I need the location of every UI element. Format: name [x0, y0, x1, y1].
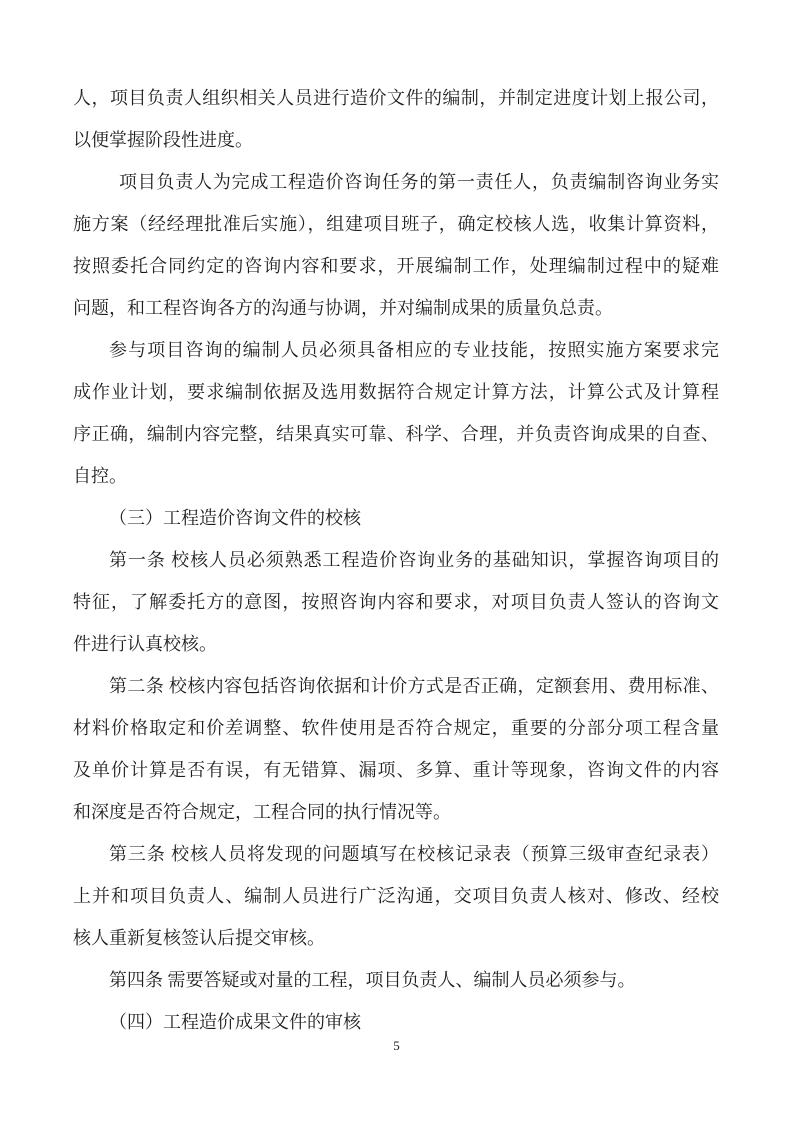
- text-line: 材料价格取定和价差调整、软件使用是否符合规定，重要的分部分项工程含量: [73, 718, 719, 738]
- text-line: 序正确，编制内容完整，结果真实可靠、科学、合理，并负责咨询成果的自查、: [73, 424, 719, 444]
- text-line: 第四条 需要答疑或对量的工程，项目负责人、编制人员必须参与。: [109, 970, 636, 990]
- text-line: 按照委托合同约定的咨询内容和要求，开展编制工作，处理编制过程中的疑难: [73, 256, 719, 276]
- text-line: 项目负责人为完成工程造价咨询任务的第一责任人，负责编制咨询业务实: [119, 172, 719, 192]
- text-line: （三）工程造价咨询文件的校核: [109, 508, 361, 528]
- text-line: 核人重新复核签认后提交审核。: [73, 928, 325, 948]
- text-line: 第三条 校核人员将发现的问题填写在校核记录表（预算三级审查纪录表）: [109, 844, 719, 864]
- text-line: 自控。: [73, 466, 127, 486]
- text-line: 及单价计算是否有误，有无错算、漏项、多算、重计等现象，咨询文件的内容: [73, 760, 719, 780]
- text-line: 以便掌握阶段性进度。: [73, 130, 253, 150]
- text-line: 第二条 校核内容包括咨询依据和计价方式是否正确，定额套用、费用标准、: [109, 676, 719, 696]
- text-line: 件进行认真校核。: [73, 634, 217, 654]
- text-line: 施方案（经经理批准后实施），组建项目班子，确定校核人选，收集计算资料，: [73, 214, 719, 234]
- text-line: 特征，了解委托方的意图，按照咨询内容和要求，对项目负责人签认的咨询文: [73, 592, 719, 612]
- text-line: 上并和项目负责人、编制人员进行广泛沟通，交项目负责人核对、修改、经校: [73, 886, 719, 906]
- page-number: 5: [393, 1038, 400, 1053]
- document-body: [73, 77, 719, 1043]
- text-line: 问题，和工程咨询各方的沟通与协调，并对编制成果的质量负总责。: [73, 298, 613, 318]
- text-line: 参与项目咨询的编制人员必须具备相应的专业技能，按照实施方案要求完: [109, 340, 719, 360]
- text-line: 成作业计划，要求编制依据及选用数据符合规定计算方法，计算公式及计算程: [73, 382, 719, 402]
- text-line: 人，项目负责人组织相关人员进行造价文件的编制，并制定进度计划上报公司，: [73, 88, 719, 108]
- text-line: （四）工程造价成果文件的审核: [109, 1012, 361, 1032]
- text-line: 和深度是否符合规定，工程合同的执行情况等。: [73, 802, 451, 822]
- text-line: 第一条 校核人员必须熟悉工程造价咨询业务的基础知识，掌握咨询项目的: [109, 550, 719, 570]
